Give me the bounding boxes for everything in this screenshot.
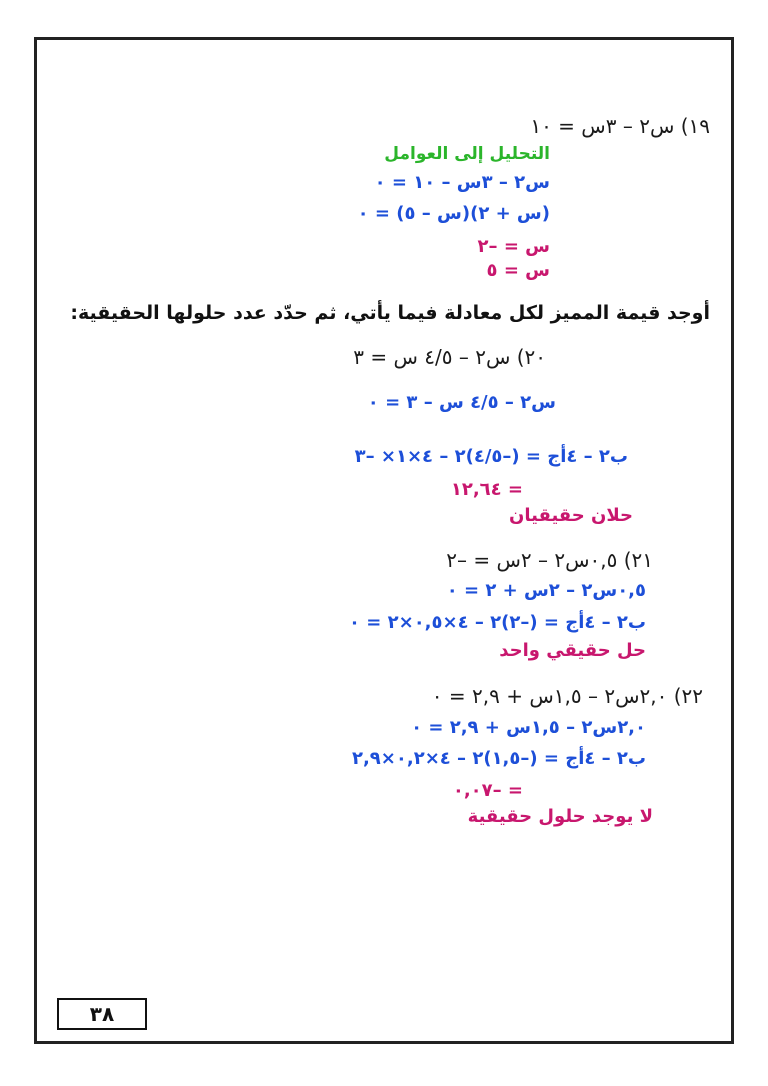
problem-22-result: لا يوجد حلول حقيقية bbox=[467, 806, 653, 827]
problem-21-step1: ٠,٥س٢ – ٢س + ٢ = ٠ bbox=[446, 580, 646, 601]
problem-20-value: = ١٢,٦٤ bbox=[450, 479, 523, 500]
problem-21-statement: ٢١) ٠,٥س٢ – ٢س = –٢ bbox=[446, 548, 653, 572]
problem-20-result: حلان حقيقيان bbox=[509, 505, 633, 526]
problem-21-result: حل حقيقي واحد bbox=[499, 640, 646, 661]
problem-22-value: = –٠,٠٧ bbox=[452, 780, 523, 801]
problem-19-step1: س٢ – ٣س – ١٠ = ٠ bbox=[374, 172, 550, 193]
problem-21-discriminant: ب٢ – ٤أج = (–٢)٢ – ٤×٠,٥×٢ = ٠ bbox=[348, 612, 646, 633]
problem-19-step2: (س + ٢)(س – ٥) = ٠ bbox=[357, 203, 550, 224]
problem-22-step1: ٢,٠س٢ – ١,٥س + ٢,٩ = ٠ bbox=[411, 717, 646, 738]
problem-22-statement: ٢٢) ٢,٠س٢ – ١,٥س + ٢,٩ = ٠ bbox=[431, 684, 703, 708]
problem-22-discriminant: ب٢ – ٤أج = (–١,٥)٢ – ٤×٠,٢×٢,٩ bbox=[351, 748, 646, 769]
problem-20-discriminant: ب٢ – ٤أج = (–٤/٥)٢ – ٤×١× –٣ bbox=[354, 446, 628, 467]
problem-19-root2: س = ٥ bbox=[486, 260, 550, 281]
problem-19-statement: ١٩) س٢ – ٣س = ١٠ bbox=[530, 114, 710, 138]
problem-19-root1: س = –٢ bbox=[477, 236, 550, 257]
page-number: ٣٨ bbox=[57, 998, 147, 1030]
problem-19-method: التحليل إلى العوامل bbox=[384, 144, 550, 164]
problem-20-statement: ٢٠) س٢ – ٤/٥ س = ٣ bbox=[353, 345, 546, 369]
problem-20-step1: س٢ – ٤/٥ س – ٣ = ٠ bbox=[367, 392, 556, 413]
instruction-heading: أوجد قيمة المميز لكل معادلة فيما يأتي، ثم حدّد عدد حلولها الحقيقية: bbox=[70, 302, 710, 324]
